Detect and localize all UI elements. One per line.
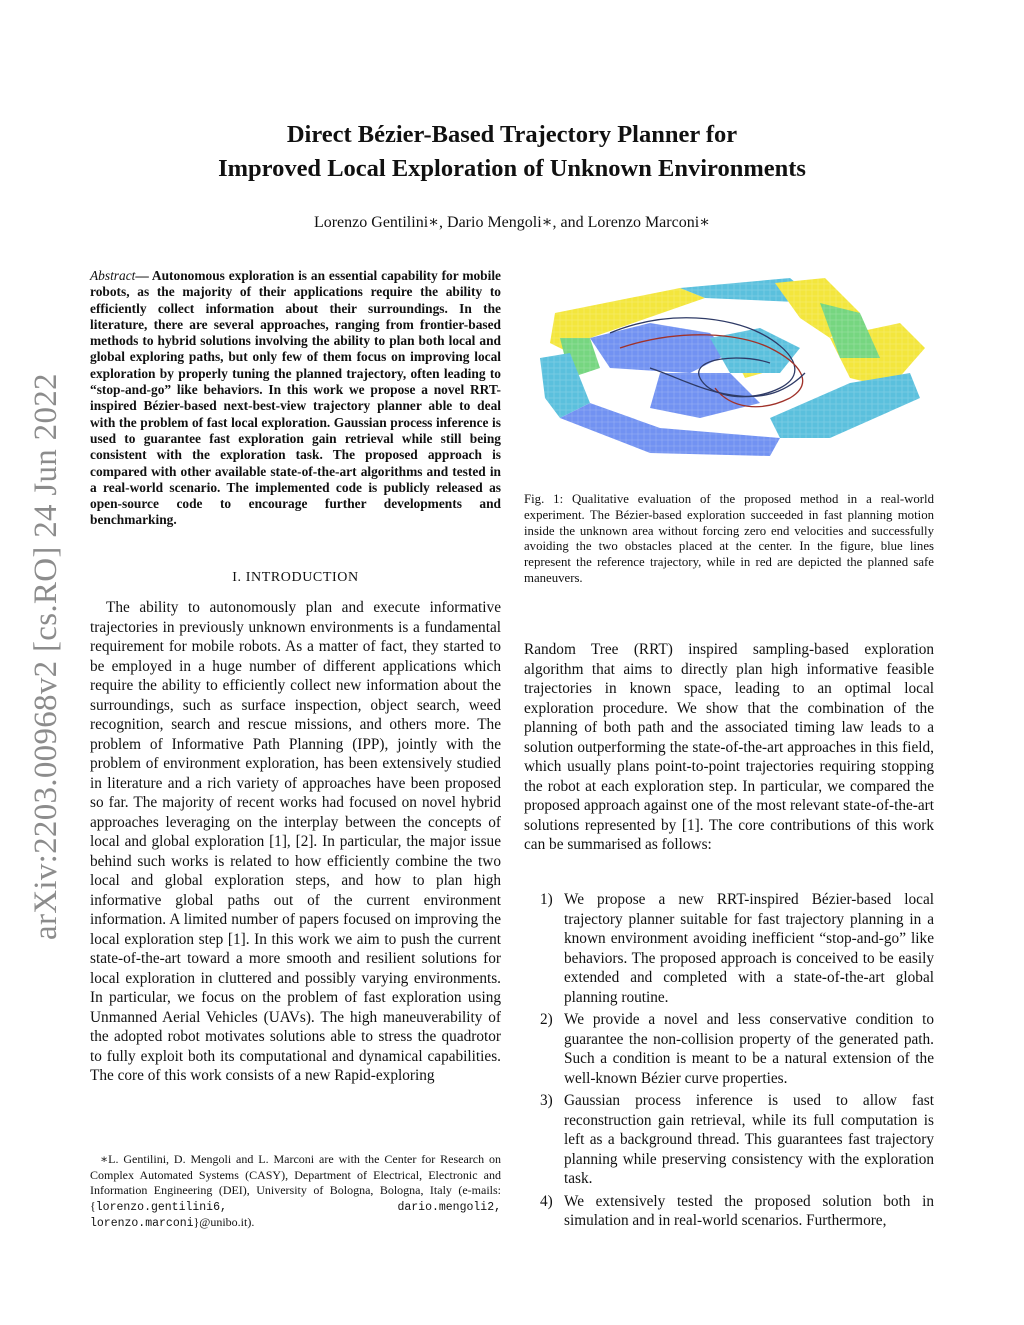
list-item-number: 1) <box>540 891 553 908</box>
list-item-text: Gaussian process inference is used to allow fast reconstruction gain retrieval, while its full computation is left as a background thread. This guarantees fast trajectory planning while preserving consistency with the exploration task. <box>564 1092 934 1187</box>
voxel-walls <box>530 278 935 468</box>
abstract <box>90 268 501 529</box>
arxiv-identifier: arXiv:2203.00968v2 [cs.RO] 24 Jun 2022 <box>28 373 64 940</box>
footnote-text: ∗L. Gentilini, D. Mengoli and L. Marconi are with the Center for Research on Complex Automated Systems (CASY), Department of Electrical, Electronic and Information Engineering (DEI), University of Bologna, Bologna, Italy (e-mails: { <box>90 1152 501 1213</box>
abstract-label: Abstract <box>90 268 136 283</box>
contributions-list <box>524 890 934 1234</box>
figure-1-caption: Fig. 1: Qualitative evaluation of the proposed method in a real-world experiment. The Bézier-based exploration succeeded in fast planning motion inside the unknown area without forcing zero end velocities and successfully avoiding the two obstacles placed at the center. In the figure, blue lines represent the reference trajectory, while in red are depicted the planned safe maneuvers. <box>524 492 934 585</box>
list-item-text: We propose a new RRT-inspired Bézier-based local trajectory planner suitable for fast trajectory planning in a known environment avoiding inefficient “stop-and-go” like behaviors. The proposed approach is conceived to be easily extended and completed with a state-of-the-art global planning routine. <box>564 891 934 1006</box>
paper-title <box>110 118 914 186</box>
footnote-tail: }@unibo.it). <box>193 1215 255 1229</box>
list-item-number: 3) <box>540 1092 553 1109</box>
section-heading-introduction: I. INTRODUCTION <box>232 570 359 585</box>
author-list: Lorenzo Gentilini∗, Dario Mengoli∗, and Lorenzo Marconi∗ <box>313 214 711 231</box>
list-item <box>524 890 934 1007</box>
list-item-text: We provide a novel and less conservative condition to guarantee the non-collision property of the generated path. Such a condition is meant to be a natural extension of the well-known Bézier curve properties. <box>564 1011 934 1087</box>
list-item <box>524 1192 934 1231</box>
list-item-number: 4) <box>540 1192 553 1210</box>
figure-1-exploration-map <box>530 278 935 468</box>
list-item <box>524 1010 934 1088</box>
list-item <box>524 1091 934 1189</box>
affiliation-footnote <box>90 1152 501 1232</box>
title-line-2: Improved Local Exploration of Unknown Environments <box>218 155 806 182</box>
abstract-text: — Autonomous exploration is an essential capability for mobile robots, as the majority of their applications require the ability to efficiently collect information about their surroundings. In the literature, there are several approaches, ranging from frontier-based methods to hybrid solutions involving the ability to plan both local and global exploring paths, but only few of them focus on improving local exploration by properly tuning the planned trajectory, often leading to “stop-and-go” like behaviors. In this work we propose a novel RRT-inspired Bézier-based next-best-view trajectory planner able to deal with the problem of fast local exploration. Gaussian process inference is used to guarantee fast exploration gain retrieval while still being consistent with the exploration task. The proposed approach is compared with other available state-of-the-art algorithms and tested in a real-world scenario. The implemented code is publicly released as open-source code to encourage further developments and benchmarking. <box>90 268 501 528</box>
intro-continuation-paragraph: Random Tree (RRT) inspired sampling-based exploration algorithm that aims to directly plan high informative feasible trajectories in known space, leading to an optimal local exploration procedure. We show that the combination of the planning of both path and the associated timing law leads to a solution outperforming the state-of-the-art approaches in this field, which usually plans point-to-point trajectories requiring stopping the robot at each exploration step. In particular, we compared the proposed approach against one of the most relevant state-of-the-art solutions represented by [1]. The core contributions of this work can be summarised as follows: <box>524 641 934 853</box>
footnote-emails: lorenzo.gentilini6, dario.mengoli2, lorenzo.marconi <box>90 1200 501 1230</box>
introduction-paragraph: The ability to autonomously plan and execute informative trajectories in previously unknown environments is a fundamental requirement for mobile robots. As a matter of fact, they started to be employed in a huge number of different applications which require the ability to efficiently collect new information about the surroundings, such as surface inspection, object search, weed recognition, search and rescue missions, and others more. The problem of Informative Path Planning (IPP), jointly with the problem of environment exploration, has been extensively studied in literature and a rich variety of approaches have been proposed so far. The majority of recent works had focused on novel hybrid approaches leveraging on the interplay between the concepts of local and global exploration [1], [2]. In particular, the major issue behind such works is related to how efficiently combine the two local and global exploration steps, and how to plan high informative global paths out of the current environment information. A limited number of papers focused on improving the local exploration step [1]. In this work we aim to push the current state-of-the-art toward a more smooth and resilient solutions for local exploration in cluttered and possibly varying environments. In particular, we focus on the problem of fast exploration using Unmanned Aerial Vehicles (UAVs). The high maneuverability of the adopted robot motivates solutions able to stress the quadrotor to fully exploit both its computational and dynamical capabilities. The core of this work consists of a new Rapid-exploring <box>90 599 501 1084</box>
title-line-1: Direct Bézier-Based Trajectory Planner for <box>286 121 738 148</box>
list-item-number: 2) <box>540 1011 553 1028</box>
list-item-text: We extensively tested the proposed solution both in simulation and in real-world scenarios. Furthermore, <box>564 1192 934 1229</box>
